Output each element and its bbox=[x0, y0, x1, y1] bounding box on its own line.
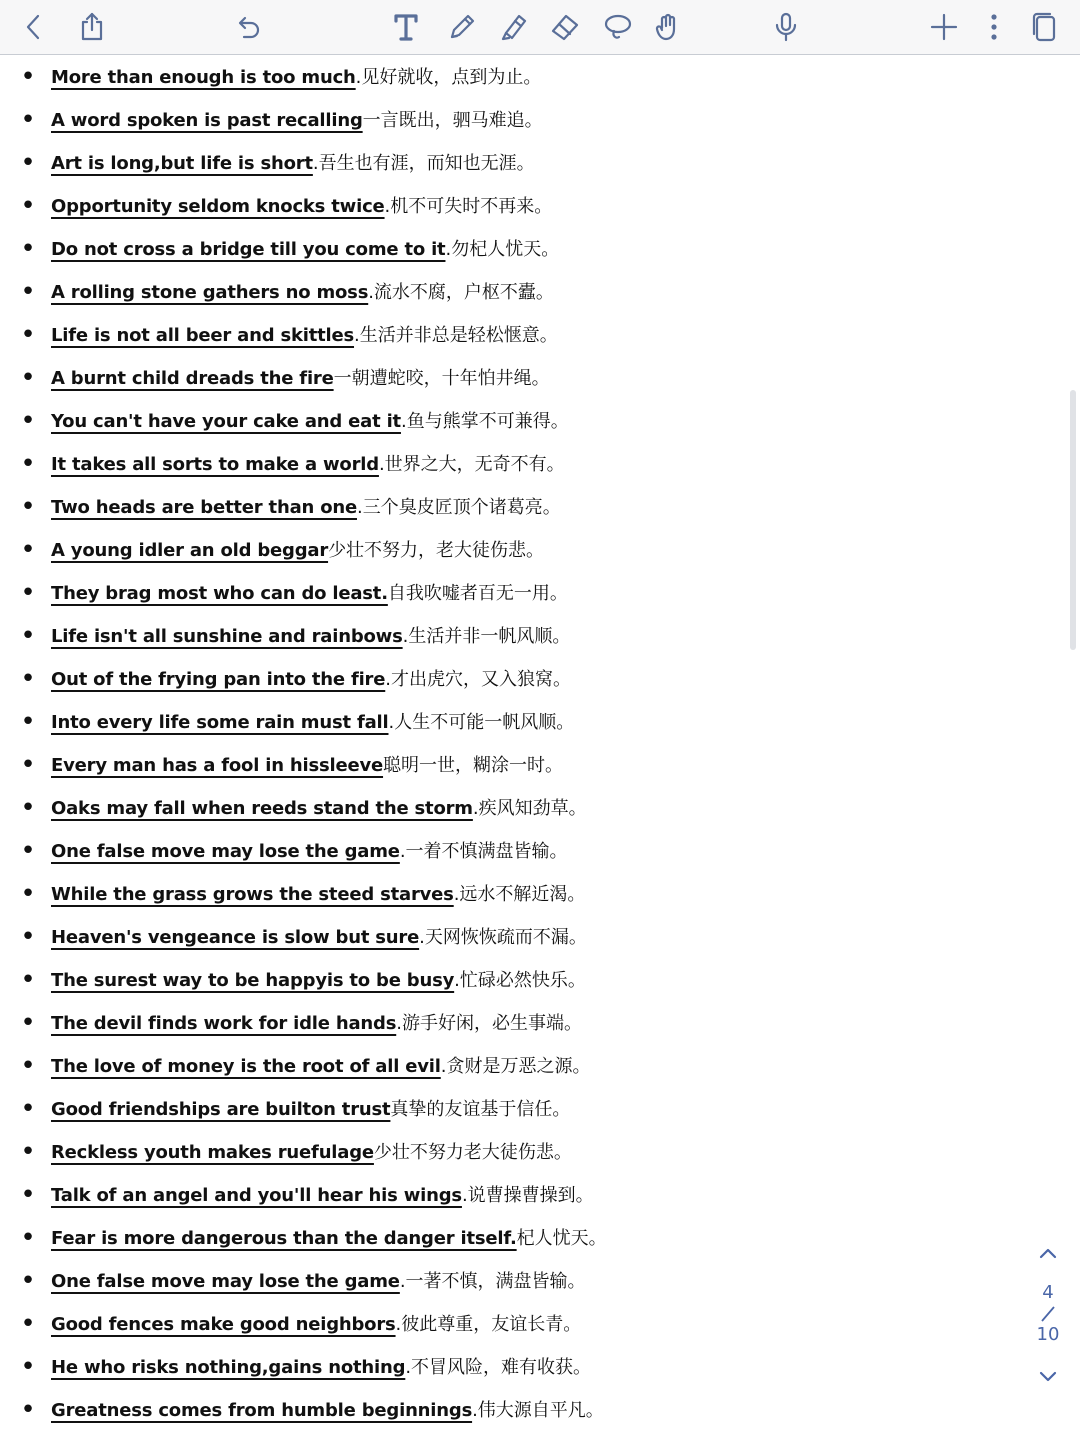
bullet: • bbox=[20, 1266, 36, 1296]
english-proverb: A word spoken is past recalling bbox=[51, 110, 363, 131]
english-proverb: A young idler an old beggar bbox=[51, 540, 329, 561]
english-proverb: Life is not all beer and skittles bbox=[51, 325, 355, 346]
list-item bbox=[0, 1303, 1010, 1346]
proverb-list bbox=[0, 56, 1010, 1432]
bullet: • bbox=[20, 879, 36, 909]
list-item bbox=[0, 916, 1010, 959]
english-proverb: Art is long,but life is short bbox=[51, 153, 313, 174]
bullet: • bbox=[20, 492, 36, 522]
lasso-icon bbox=[602, 11, 634, 43]
share-button[interactable] bbox=[70, 5, 114, 49]
list-item bbox=[0, 1131, 1010, 1174]
english-proverb: Talk of an angel and you'll hear his wings bbox=[51, 1185, 462, 1206]
english-proverb: You can't have your cake and eat it bbox=[51, 411, 401, 432]
bullet: • bbox=[20, 664, 36, 694]
scrollbar[interactable] bbox=[1070, 390, 1076, 650]
bullet: • bbox=[20, 277, 36, 307]
list-item bbox=[0, 1217, 1010, 1260]
text-tool-button[interactable] bbox=[384, 5, 428, 49]
list-item bbox=[0, 787, 1010, 830]
chinese-translation: .说曹操曹操到。 bbox=[461, 1185, 594, 1206]
highlighter-icon bbox=[498, 11, 530, 43]
total-pages: 10 bbox=[1036, 1324, 1060, 1345]
english-proverb: Reckless youth makes ruefulage bbox=[51, 1142, 374, 1163]
bullet: • bbox=[20, 707, 36, 737]
english-proverb: Heaven's vengeance is slow but sure bbox=[51, 927, 420, 948]
pages-icon bbox=[1028, 11, 1060, 43]
chinese-translation: .人生不可能一帆风顺。 bbox=[388, 712, 575, 733]
page-navigator bbox=[1022, 1240, 1074, 1410]
list-item bbox=[0, 1088, 1010, 1131]
chinese-translation: .一着不慎满盘皆输。 bbox=[399, 841, 568, 862]
next-page-button[interactable] bbox=[1034, 1362, 1062, 1390]
english-proverb: Good friendships are builton trust bbox=[51, 1099, 391, 1120]
current-page-number: 4 bbox=[1042, 1282, 1054, 1303]
bullet: • bbox=[20, 1094, 36, 1124]
bullet: • bbox=[20, 1223, 36, 1253]
bullet: • bbox=[20, 148, 36, 178]
chinese-translation: 杞人忧天。 bbox=[516, 1228, 607, 1249]
chinese-translation: .伟大源自平凡。 bbox=[472, 1400, 604, 1421]
list-item bbox=[0, 443, 1010, 486]
bullet: • bbox=[20, 922, 36, 952]
chevron-down-icon bbox=[1037, 1365, 1059, 1387]
english-proverb: Into every life some rain must fall bbox=[51, 712, 389, 733]
list-item bbox=[0, 1045, 1010, 1088]
chinese-translation: .生活并非一帆风顺。 bbox=[402, 626, 571, 647]
bullet: • bbox=[20, 234, 36, 264]
bullet: • bbox=[20, 1137, 36, 1167]
share-icon bbox=[76, 11, 108, 43]
list-item bbox=[0, 99, 1010, 142]
chinese-translation: .疾风知劲草。 bbox=[472, 798, 587, 819]
undo-icon bbox=[232, 11, 264, 43]
english-proverb: They brag most who can do least. bbox=[51, 583, 388, 604]
english-proverb: One false move may lose the game bbox=[51, 1271, 400, 1292]
chinese-translation: 真挚的友谊基于信任。 bbox=[390, 1099, 571, 1120]
english-proverb: It takes all sorts to make a world bbox=[51, 454, 379, 475]
list-item bbox=[0, 314, 1010, 357]
hand-tool-button[interactable] bbox=[646, 5, 690, 49]
list-item bbox=[0, 357, 1010, 400]
chevron-up-icon bbox=[1037, 1243, 1059, 1265]
bullet: • bbox=[20, 965, 36, 995]
list-item bbox=[0, 873, 1010, 916]
microphone-button[interactable] bbox=[764, 5, 808, 49]
english-proverb: Fear is more dangerous than the danger itself. bbox=[51, 1228, 517, 1249]
list-item bbox=[0, 271, 1010, 314]
pen-tool-button[interactable] bbox=[440, 5, 484, 49]
list-item bbox=[0, 1389, 1010, 1432]
english-proverb: More than enough is too much bbox=[51, 67, 356, 88]
english-proverb: Do not cross a bridge till you come to it bbox=[51, 239, 446, 260]
english-proverb: The surest way to be happyis to be busy bbox=[51, 970, 455, 991]
chinese-translation: .机不可失时不再来。 bbox=[384, 196, 553, 217]
chinese-translation: .吾生也有涯，而知也无涯。 bbox=[312, 153, 535, 174]
eraser-tool-button[interactable] bbox=[543, 5, 587, 49]
more-button[interactable] bbox=[972, 5, 1016, 49]
list-item bbox=[0, 400, 1010, 443]
chinese-translation: .鱼与熊掌不可兼得。 bbox=[400, 411, 569, 432]
chinese-translation: .不冒风险，难有收获。 bbox=[405, 1357, 592, 1378]
highlighter-tool-button[interactable] bbox=[492, 5, 536, 49]
document-page bbox=[0, 56, 1010, 1440]
chinese-translation: 自我吹嘘者百无一用。 bbox=[387, 583, 568, 604]
pen-icon bbox=[446, 11, 478, 43]
chinese-translation: .游手好闲，必生事端。 bbox=[396, 1013, 582, 1034]
list-item bbox=[0, 1260, 1010, 1303]
bullet: • bbox=[20, 535, 36, 565]
bullet: • bbox=[20, 1051, 36, 1081]
english-proverb: Greatness comes from humble beginnings bbox=[51, 1400, 473, 1421]
chinese-translation: 少壮不努力老大徒伤悲。 bbox=[373, 1142, 572, 1163]
chinese-translation: .忙碌必然快乐。 bbox=[454, 970, 586, 991]
english-proverb: One false move may lose the game bbox=[51, 841, 400, 862]
chinese-translation: .贪财是万恶之源。 bbox=[440, 1056, 591, 1077]
chinese-translation: .远水不解近渴。 bbox=[453, 884, 586, 905]
english-proverb: A burnt child dreads the fire bbox=[51, 368, 334, 389]
undo-button[interactable] bbox=[226, 5, 270, 49]
bullet: • bbox=[20, 191, 36, 221]
chinese-translation: .彼此尊重，友谊长青。 bbox=[395, 1314, 582, 1335]
chinese-translation: .三个臭皮匠顶个诸葛亮。 bbox=[356, 497, 561, 518]
chinese-translation: .天网恢恢疏而不漏。 bbox=[419, 927, 587, 948]
bullet: • bbox=[20, 793, 36, 823]
list-item bbox=[0, 486, 1010, 529]
list-item bbox=[0, 529, 1010, 572]
microphone-icon bbox=[770, 11, 802, 43]
bullet: • bbox=[20, 1309, 36, 1339]
chinese-translation: .才出虎穴，又入狼窝。 bbox=[385, 669, 571, 690]
bullet: • bbox=[20, 406, 36, 436]
chinese-translation: .流水不腐，户枢不蠹。 bbox=[368, 282, 554, 303]
bullet: • bbox=[20, 578, 36, 608]
english-proverb: Two heads are better than one bbox=[51, 497, 357, 518]
chinese-translation: .勿杞人忧天。 bbox=[445, 239, 560, 260]
list-item bbox=[0, 1346, 1010, 1389]
chinese-translation: .世界之大，无奇不有。 bbox=[378, 454, 565, 475]
chinese-translation: 一朝遭蛇咬，十年怕井绳。 bbox=[333, 368, 550, 389]
english-proverb: The devil finds work for idle hands bbox=[51, 1013, 397, 1034]
bullet: • bbox=[20, 363, 36, 393]
list-item bbox=[0, 185, 1010, 228]
list-item bbox=[0, 744, 1010, 787]
toolbar bbox=[0, 0, 1080, 55]
eraser-icon bbox=[549, 11, 581, 43]
back-button[interactable] bbox=[12, 5, 56, 49]
english-proverb: Out of the frying pan into the fire bbox=[51, 669, 386, 690]
english-proverb: The love of money is the root of all evil bbox=[51, 1056, 441, 1077]
list-item bbox=[0, 228, 1010, 271]
bullet: • bbox=[20, 750, 36, 780]
bullet: • bbox=[20, 1180, 36, 1210]
english-proverb: Good fences make good neighbors bbox=[51, 1314, 396, 1335]
english-proverb: Oaks may fall when reeds stand the storm bbox=[51, 798, 473, 819]
bullet: • bbox=[20, 449, 36, 479]
list-item bbox=[0, 658, 1010, 701]
english-proverb: Opportunity seldom knocks twice bbox=[51, 196, 385, 217]
bullet: • bbox=[20, 1395, 36, 1425]
text-tool-icon bbox=[390, 11, 422, 43]
more-icon bbox=[978, 11, 1010, 43]
english-proverb: Every man has a fool in hissleeve bbox=[51, 755, 384, 776]
chinese-translation: 一言既出，驷马难追。 bbox=[362, 110, 543, 131]
list-item bbox=[0, 572, 1010, 615]
chinese-translation: 少壮不努力，老大徒伤悲。 bbox=[328, 540, 545, 561]
previous-page-button[interactable] bbox=[1034, 1240, 1062, 1268]
pages-button[interactable] bbox=[1022, 5, 1066, 49]
english-proverb: While the grass grows the steed starves bbox=[51, 884, 454, 905]
list-item bbox=[0, 615, 1010, 658]
list-item bbox=[0, 701, 1010, 744]
chinese-translation: .一著不慎，满盘皆输。 bbox=[399, 1271, 586, 1292]
bullet: • bbox=[20, 1008, 36, 1038]
add-icon bbox=[928, 11, 960, 43]
bullet: • bbox=[20, 62, 36, 92]
bullet: • bbox=[20, 320, 36, 350]
list-item bbox=[0, 56, 1010, 99]
english-proverb: A rolling stone gathers no moss bbox=[51, 282, 369, 303]
list-item bbox=[0, 1002, 1010, 1045]
chinese-translation: 聪明一世，糊涂一时。 bbox=[383, 755, 564, 776]
bullet: • bbox=[20, 621, 36, 651]
back-icon bbox=[18, 11, 50, 43]
english-proverb: He who risks nothing,gains nothing bbox=[51, 1357, 406, 1378]
hand-icon bbox=[652, 11, 684, 43]
list-item bbox=[0, 830, 1010, 873]
page-separator bbox=[1037, 1304, 1059, 1324]
chinese-translation: .见好就收，点到为止。 bbox=[355, 67, 542, 88]
list-item bbox=[0, 1174, 1010, 1217]
lasso-tool-button[interactable] bbox=[596, 5, 640, 49]
list-item bbox=[0, 959, 1010, 1002]
add-button[interactable] bbox=[922, 5, 966, 49]
list-item bbox=[0, 142, 1010, 185]
english-proverb: Life isn't all sunshine and rainbows bbox=[51, 626, 403, 647]
bullet: • bbox=[20, 105, 36, 135]
chinese-translation: .生活并非总是轻松惬意。 bbox=[354, 325, 558, 346]
bullet: • bbox=[20, 1352, 36, 1382]
bullet: • bbox=[20, 836, 36, 866]
